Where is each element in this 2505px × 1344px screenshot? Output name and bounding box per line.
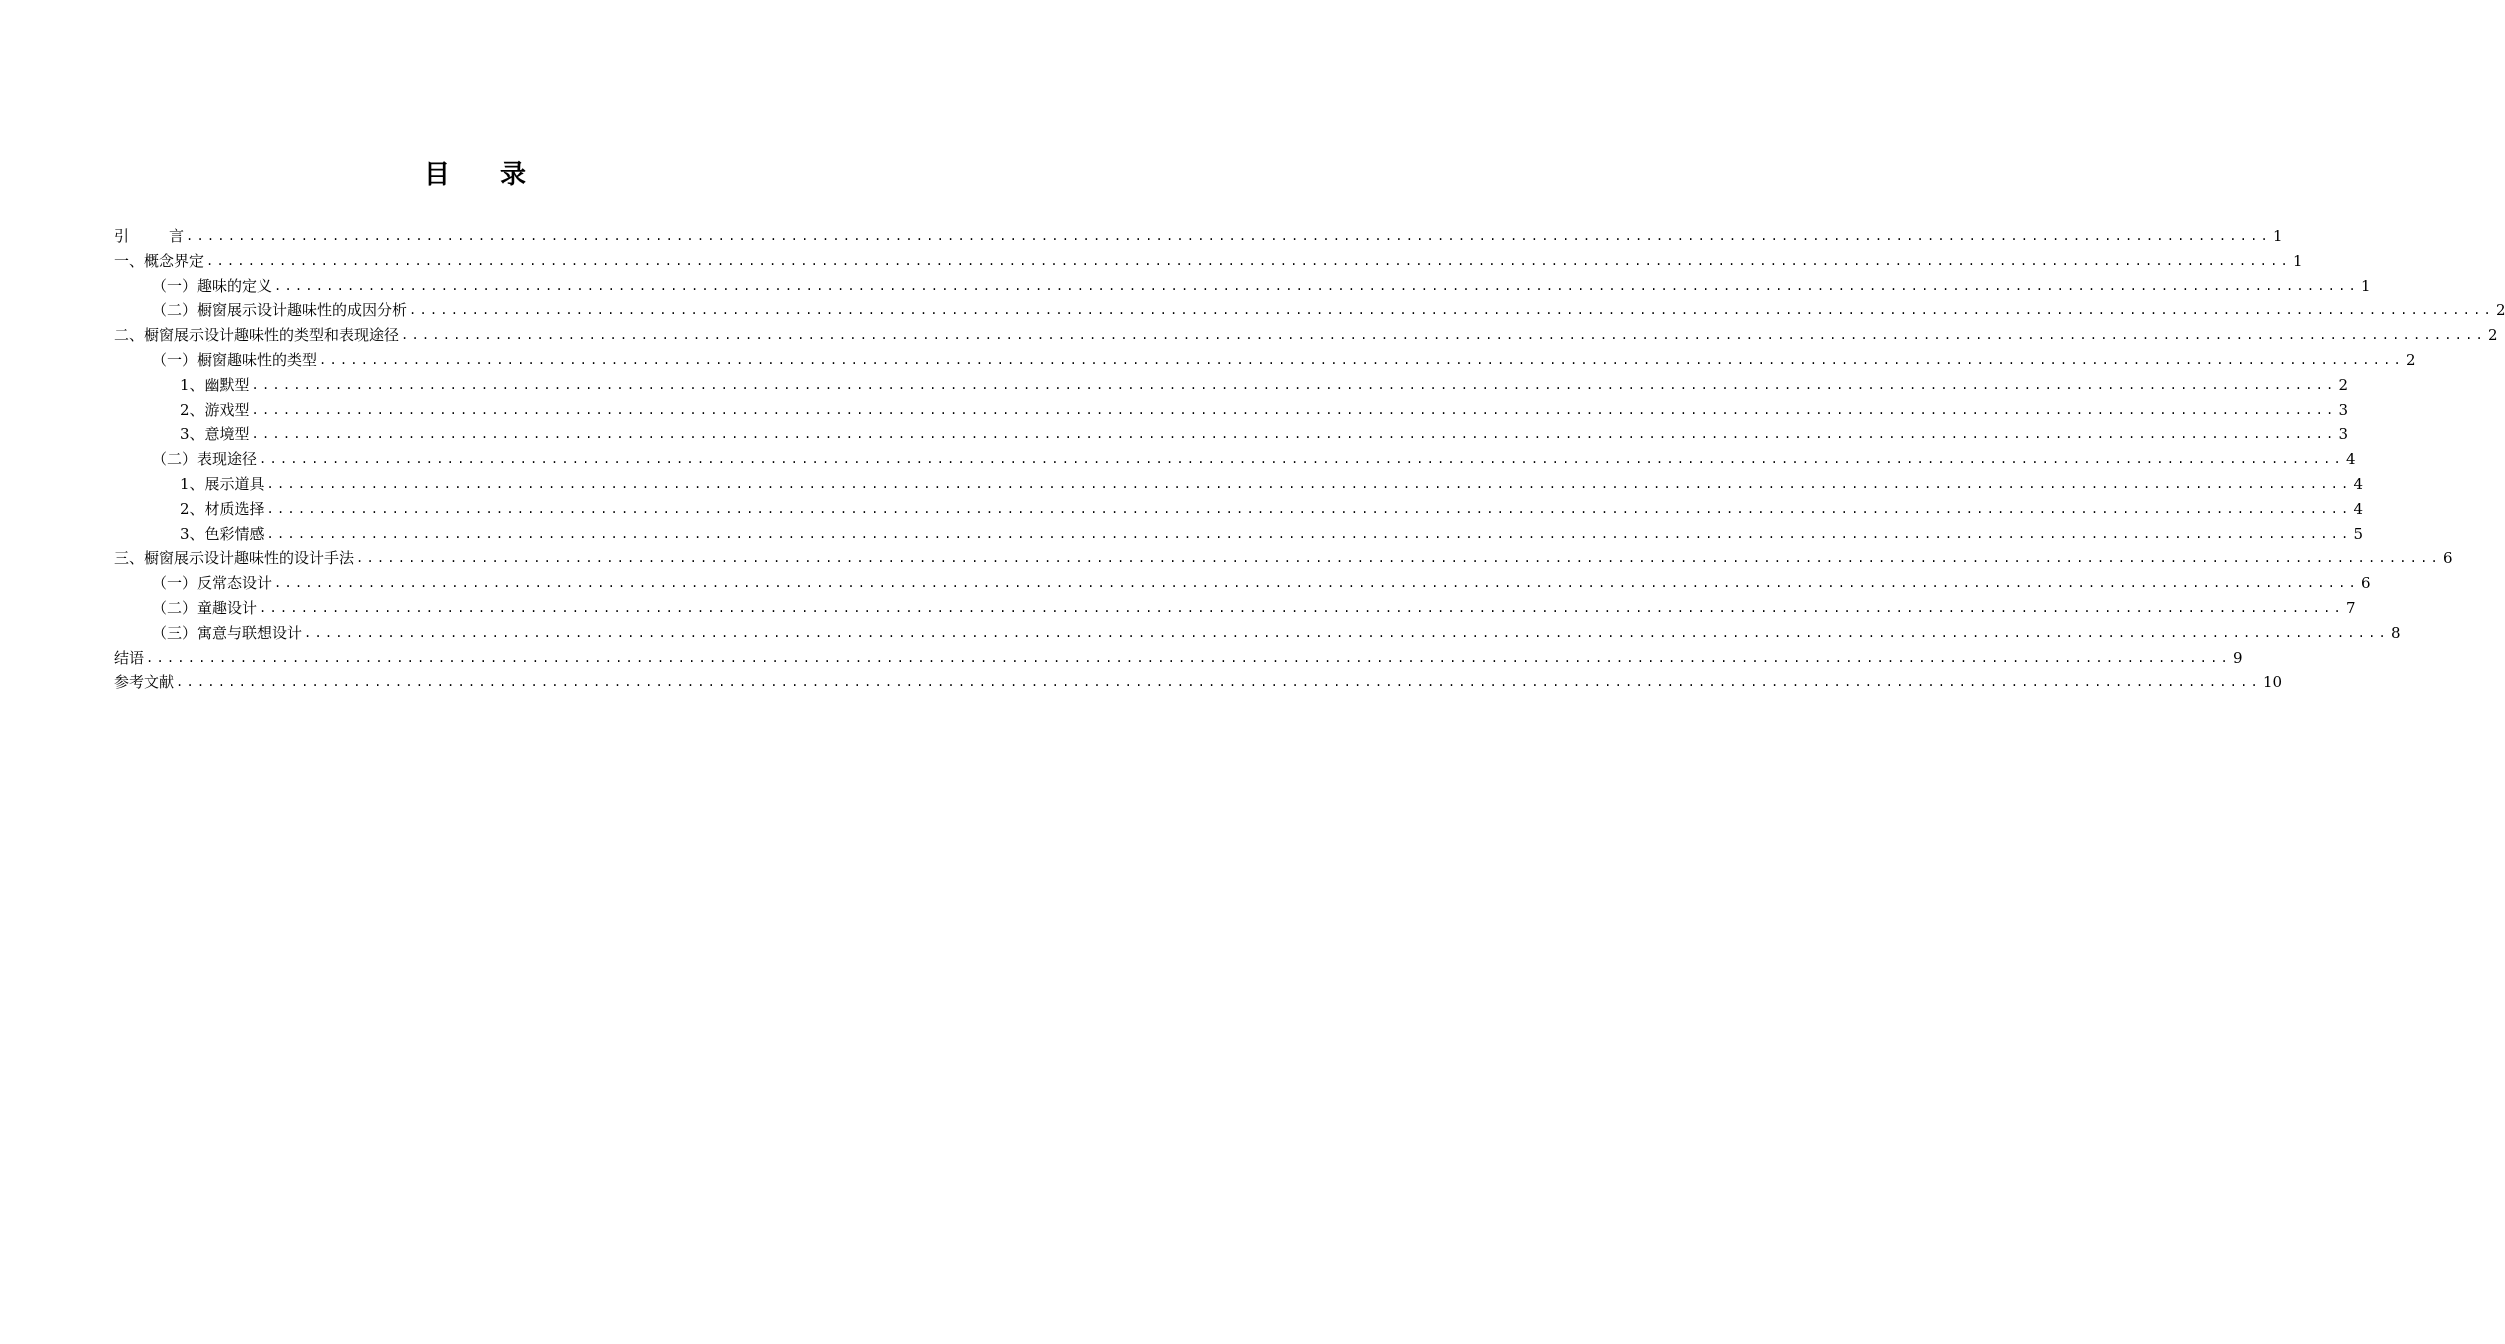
toc-entry-label: 1、展示道具: [180, 474, 265, 493]
toc-entry[interactable]: [114, 621, 2401, 646]
toc-entry-label: 参考文献: [114, 673, 175, 692]
toc-dot-leader: ........................................................................................................................................................................................................: [274, 576, 2359, 591]
toc-entry-label: （二）橱窗展示设计趣味性的成因分析: [152, 301, 408, 320]
toc-entry-label: （三）寓意与联想设计: [152, 623, 303, 642]
toc-entry-label: 二、橱窗展示设计趣味性的类型和表现途径: [114, 326, 400, 345]
toc-entry-label: 引 言: [114, 227, 185, 245]
toc-entry-label: 2、游戏型: [180, 400, 250, 419]
toc-dot-leader: ........................................................................................................................................................................................................: [356, 551, 2441, 566]
toc-page-number: 1: [2272, 227, 2283, 245]
toc-page-number: 10: [2262, 673, 2283, 692]
toc-dot-leader: ........................................................................................................................................................................................................: [206, 253, 2291, 268]
toc-page-number: 3: [2338, 400, 2349, 419]
table-of-contents: [114, 224, 2505, 695]
toc-entry[interactable]: [114, 546, 2453, 571]
toc-entry-label: 一、概念界定: [114, 251, 205, 270]
toc-dot-leader: ........................................................................................................................................................................................................: [304, 625, 2389, 640]
toc-entry-label: （一）趣味的定义: [152, 276, 273, 295]
toc-entry-label: 1、幽默型: [180, 375, 250, 394]
toc-dot-leader: ........................................................................................................................................................................................................: [266, 476, 2352, 491]
toc-entry[interactable]: [114, 522, 2364, 547]
toc-entry-label: （二）童趣设计: [152, 598, 258, 617]
toc-dot-leader: ........................................................................................................................................................................................................: [186, 229, 2271, 243]
title-char-2: 录: [500, 160, 527, 190]
toc-page-number: 4: [2345, 450, 2356, 469]
toc-entry-label: （一）反常态设计: [152, 574, 273, 593]
toc-entry-label: （一）橱窗趣味性的类型: [152, 350, 318, 369]
toc-dot-leader: ........................................................................................................................................................................................................: [266, 526, 2352, 541]
toc-dot-leader: ........................................................................................................................................................................................................: [251, 377, 2337, 392]
toc-page-number: 1: [2360, 276, 2371, 295]
toc-page-number: 1: [2292, 251, 2303, 270]
toc-dot-leader: ........................................................................................................................................................................................................: [266, 501, 2352, 516]
toc-entry[interactable]: [114, 398, 2349, 423]
toc-dot-leader: ........................................................................................................................................................................................................: [401, 328, 2486, 343]
toc-entry-label: 2、材质选择: [180, 499, 265, 518]
toc-dot-leader: ........................................................................................................................................................................................................: [176, 675, 2261, 690]
toc-dot-leader: ........................................................................................................................................................................................................: [251, 427, 2337, 442]
toc-entry[interactable]: [114, 298, 2505, 323]
toc-entry[interactable]: [114, 422, 2349, 447]
toc-entry[interactable]: [114, 323, 2498, 348]
toc-page-number: 4: [2353, 499, 2364, 518]
toc-entry[interactable]: [114, 447, 2356, 472]
toc-page-number: 3: [2338, 425, 2349, 444]
toc-entry-introduction[interactable]: [114, 224, 2283, 249]
toc-entry[interactable]: [114, 249, 2303, 274]
toc-dot-leader: ........................................................................................................................................................................................................: [259, 452, 2344, 467]
toc-entry[interactable]: [114, 373, 2349, 398]
toc-entry[interactable]: [114, 274, 2371, 299]
toc-entry-references[interactable]: [114, 670, 2283, 695]
toc-dot-leader: ........................................................................................................................................................................................................: [319, 352, 2404, 367]
toc-page-number: 7: [2345, 598, 2356, 617]
toc-dot-leader: ........................................................................................................................................................................................................: [409, 303, 2494, 318]
toc-entry[interactable]: [114, 472, 2364, 497]
title-char-1: 目: [423, 160, 450, 190]
toc-entry-conclusion[interactable]: [114, 646, 2243, 671]
toc-entry[interactable]: [114, 571, 2371, 596]
toc-dot-leader: ........................................................................................................................................................................................................: [274, 278, 2359, 293]
toc-entry-label: 结语: [114, 648, 145, 667]
toc-dot-leader: ........................................................................................................................................................................................................: [146, 650, 2231, 665]
toc-dot-leader: ........................................................................................................................................................................................................: [259, 600, 2344, 615]
toc-page-number: 6: [2442, 549, 2453, 568]
toc-entry-label: 三、橱窗展示设计趣味性的设计手法: [114, 549, 355, 568]
toc-entry[interactable]: [114, 497, 2364, 522]
toc-dot-leader: ........................................................................................................................................................................................................: [251, 402, 2337, 417]
toc-page-number: 5: [2353, 524, 2364, 543]
toc-page-number: 2: [2338, 375, 2349, 394]
toc-entry-label: 3、色彩情感: [180, 524, 265, 543]
toc-page-number: 6: [2360, 574, 2371, 593]
toc-page-number: 4: [2353, 474, 2364, 493]
toc-page-number: 9: [2232, 648, 2243, 667]
toc-page-number: 8: [2390, 623, 2401, 642]
toc-entry-label: 3、意境型: [180, 425, 250, 444]
toc-entry[interactable]: [114, 596, 2356, 621]
toc-page-number: 2: [2487, 326, 2498, 345]
toc-entry[interactable]: [114, 348, 2416, 373]
toc-entry-label: （二）表现途径: [152, 450, 258, 469]
page-title: [0, 158, 950, 192]
toc-page-number: 2: [2405, 350, 2416, 369]
toc-page-number: 2: [2495, 301, 2505, 320]
